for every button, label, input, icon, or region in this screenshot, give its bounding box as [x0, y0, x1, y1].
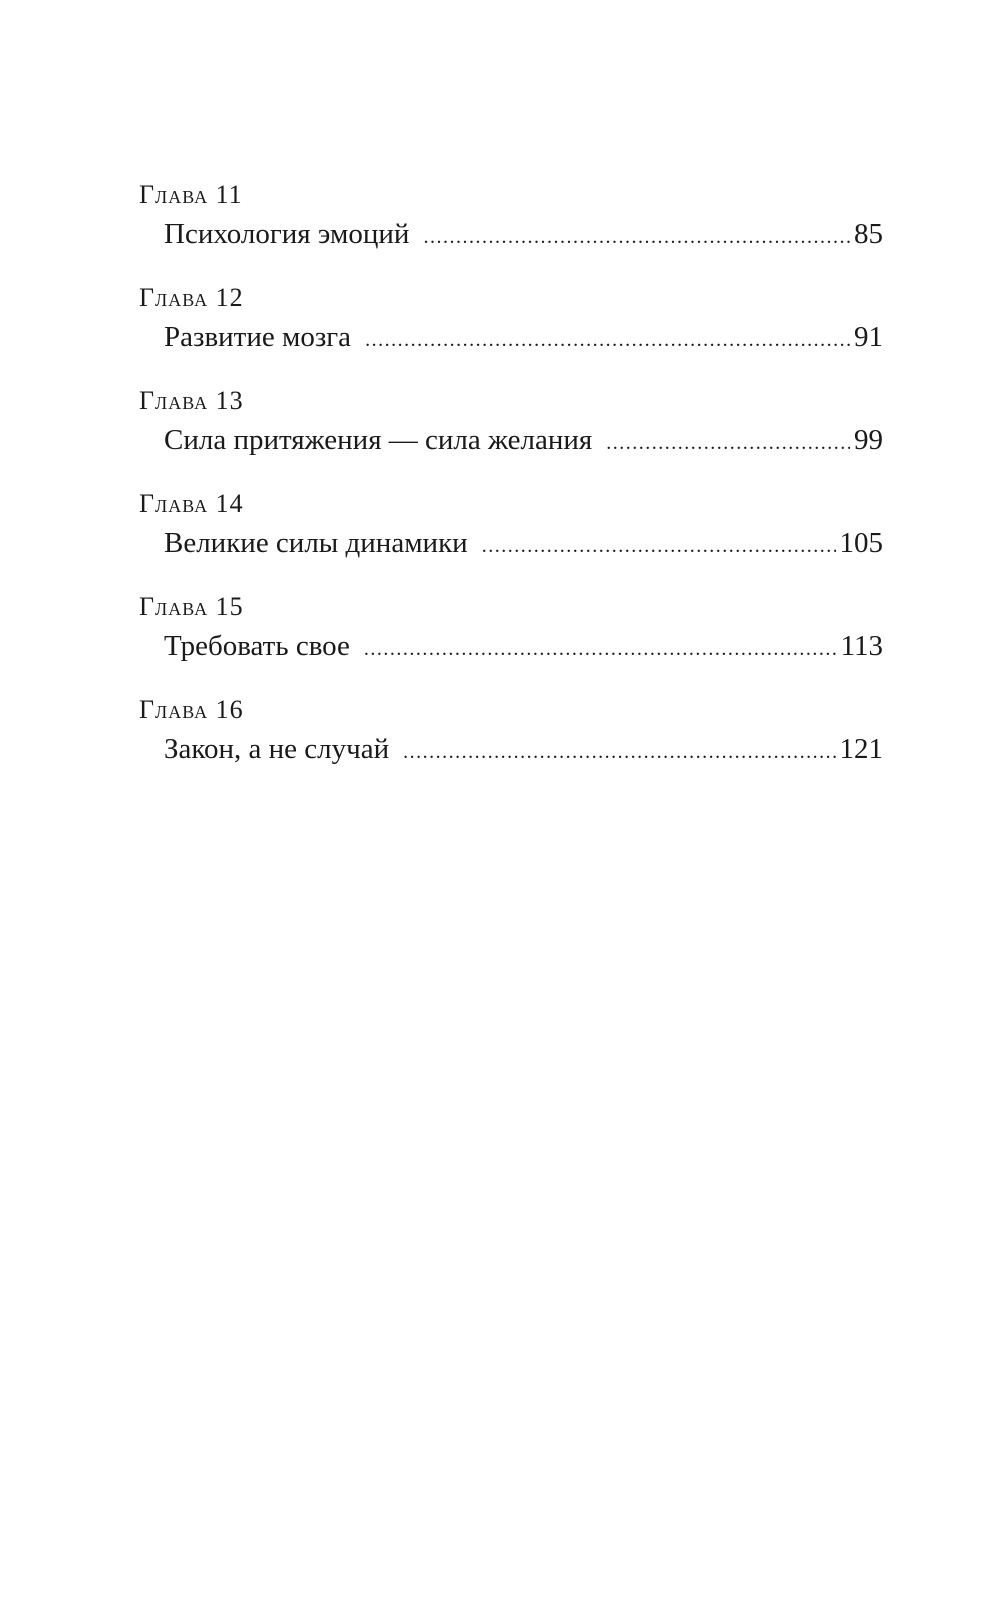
dot-leader: [403, 731, 835, 770]
chapter-label: Глава 13: [139, 386, 244, 415]
chapter-label: Глава 14: [139, 489, 244, 518]
page-number: 121: [839, 733, 883, 765]
chapter-label: Глава 16: [139, 695, 244, 724]
page-number: 99: [854, 424, 883, 456]
toc-entry: [139, 280, 883, 383]
toc-line[interactable]: [164, 316, 883, 358]
toc-line[interactable]: [164, 728, 883, 770]
chapter-label: Глава 15: [139, 592, 244, 621]
chapter-title: Сила притяжения — сила желания: [164, 424, 593, 456]
dot-leader: [364, 628, 837, 667]
chapter-title: Закон, а не случай: [164, 733, 390, 765]
dot-leader: [606, 422, 850, 461]
page-number: 113: [840, 630, 883, 662]
toc-line[interactable]: [164, 625, 883, 667]
table-of-contents: [139, 177, 883, 795]
toc-line[interactable]: [164, 213, 883, 255]
page-number: 91: [854, 321, 883, 353]
dot-leader: [365, 319, 850, 358]
chapter-title: Требовать свое: [164, 630, 350, 662]
toc-entry: [139, 692, 883, 795]
toc-line[interactable]: [164, 419, 883, 461]
toc-entry: [139, 383, 883, 486]
page-number: 85: [854, 218, 883, 250]
toc-entry: [139, 177, 883, 280]
dot-leader: [423, 216, 850, 255]
chapter-label: Глава 12: [139, 283, 244, 312]
chapter-title: Развитие мозга: [164, 321, 352, 353]
chapter-title: Психология эмоций: [164, 218, 410, 250]
dot-leader: [482, 525, 836, 564]
page-number: 105: [839, 527, 883, 559]
toc-entry: [139, 589, 883, 692]
toc-entry: [139, 486, 883, 589]
chapter-title: Великие силы динамики: [164, 527, 468, 559]
toc-line[interactable]: [164, 522, 883, 564]
chapter-label: Глава 11: [139, 180, 243, 209]
